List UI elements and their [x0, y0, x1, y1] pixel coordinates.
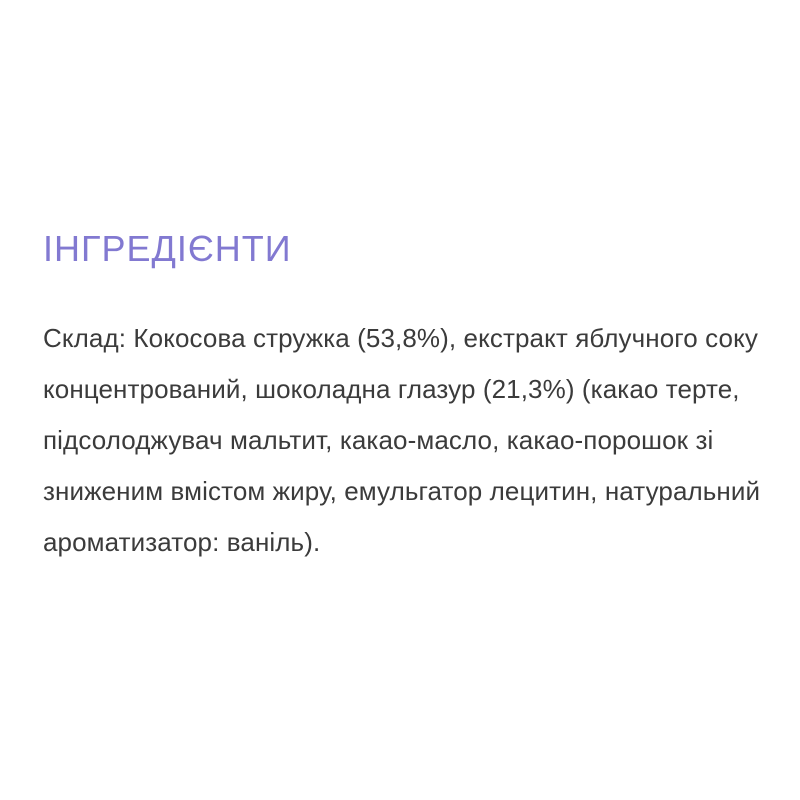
ingredients-line: підсолоджувач мальтит, какао-масло, какао-порошок зі	[43, 425, 714, 455]
ingredients-line: Склад: Кокосова стружка (53,8%), екстракт яблучного соку	[43, 323, 758, 353]
ingredients-line: ароматизатор: ваніль).	[43, 527, 321, 557]
ingredients-line: концентрований, шоколадна глазур (21,3%) (какао терте,	[43, 374, 740, 404]
section-title: ІНГРЕДІЄНТИ	[43, 228, 292, 269]
ingredients-line: зниженим вмістом жиру, емульгатор лецитин, натуральний	[43, 476, 761, 506]
ingredients-paragraph	[43, 313, 770, 568]
ingredients-section	[43, 0, 770, 568]
